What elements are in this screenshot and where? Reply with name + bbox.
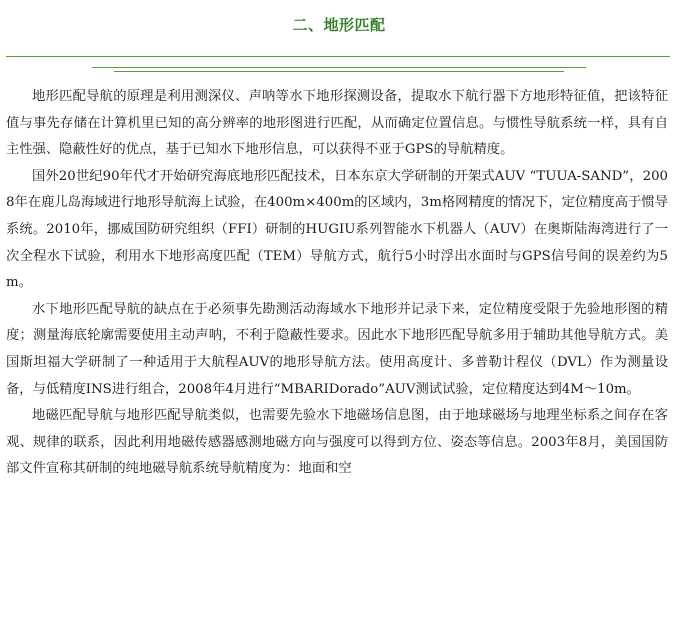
title-divider [114, 71, 564, 72]
article-body [6, 84, 668, 483]
paragraph: 地形匹配导航的原理是利用测深仪、声呐等水下地形探测设备，提取水下航行器下方地形特征值，把该特征值与事先存储在计算机里已知的高分辨率的地形图进行匹配，从而确定位置信息。与惯性导航系统一样，具有自主性强、隐蔽性好的优点，基于已知水下地形信息，可以获得不亚于GPS的导航精度。 [6, 89, 668, 158]
paragraph: 国外20世纪90年代才开始研究海底地形匹配技术，日本东京大学研制的开架式AUV “TUUA-SAND”，2008年在鹿儿岛海域进行地形导航海上试验，在400m×400m的区域内，3m格网精度的情况下，定位精度高于惯导系统。2010年，挪威国防研究组织（FFI）研制的HUGIU系列智能水下机器人（AUV）在奥斯陆海湾进行了一次全程水下试验，利用水下地形高度匹配（TEM）导航方式，航行5小时浮出水面时与GPS信号间的误差约为5m。 [6, 168, 668, 291]
title-divider [6, 56, 670, 57]
section-title: 二、地形匹配 [292, 16, 386, 34]
paragraph: 地磁匹配导航与地形匹配导航类似，也需要先验水下地磁场信息图，由于地球磁场与地理坐标系之间存在客观、规律的联系，因此利用地磁传感器感测地磁方向与强度可以得到方位、姿态等信息。2003年8月，美国国防部文件宣称其研制的纯地磁导航系统导航精度为：地面和空 [6, 408, 668, 477]
paragraph: 水下地形匹配导航的缺点在于必须事先勘测活动海域水下地形并记录下来，定位精度受限于先验地形图的精度；测量海底轮廓需要使用主动声呐，不利于隐蔽性要求。因此水下地形匹配导航多用于辅助其他导航方式。美国斯坦福大学研制了一种适用于大航程AUV的地形导航方法。使用高度计、多普勒计程仪（DVL）作为测量设备，与低精度INS进行组合，2008年4月进行“MBARIDorado”AUV测试试验，定位精度达到4M～10m。 [6, 301, 668, 397]
title-divider [92, 67, 586, 68]
